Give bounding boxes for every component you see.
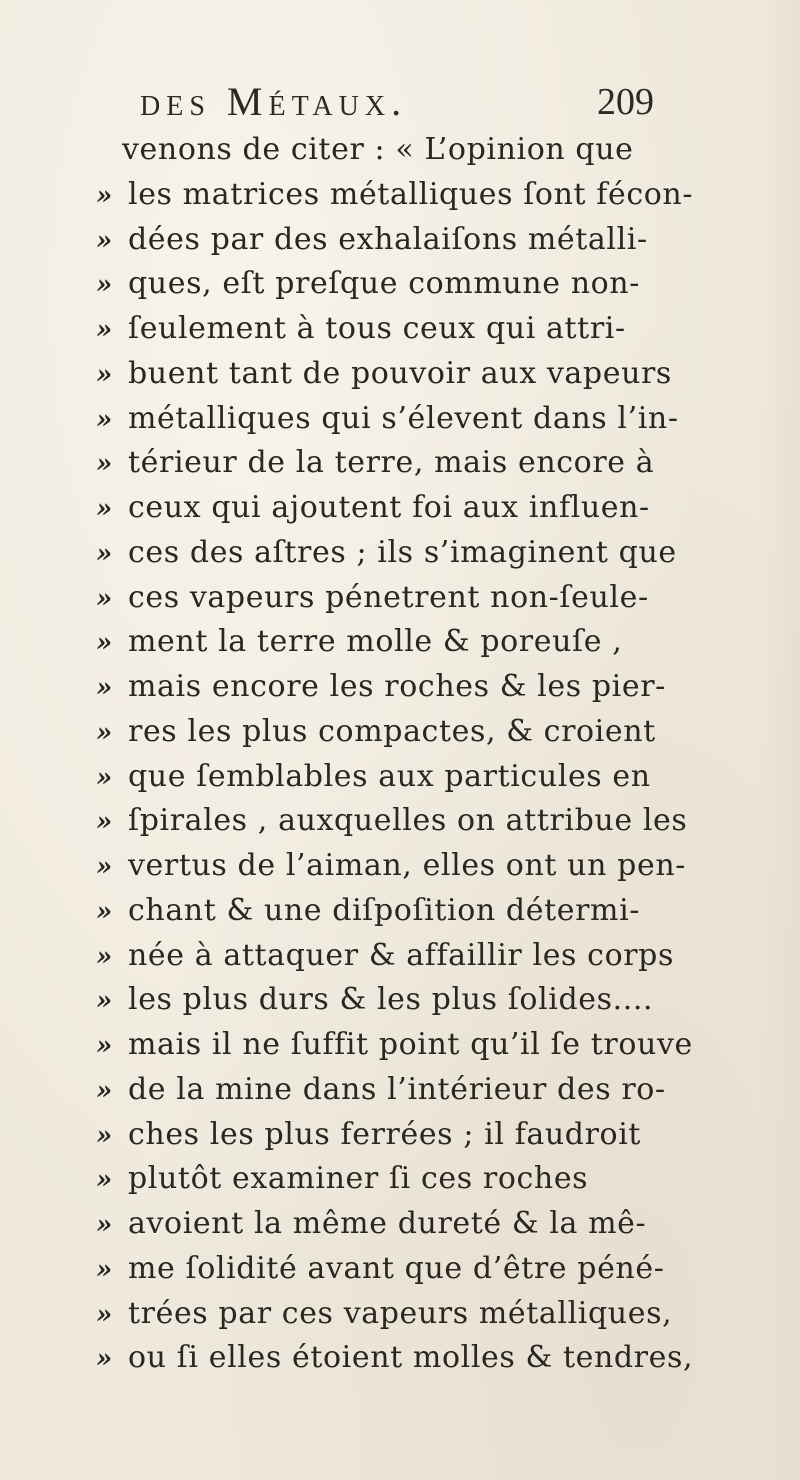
quote-marker: »	[96, 807, 110, 838]
text-line	[0, 1292, 800, 1337]
text-line	[0, 262, 800, 307]
line-text: buent tant de pouvoir aux vapeurs	[128, 355, 672, 391]
text-line	[0, 218, 800, 263]
page-number: 209	[597, 81, 654, 123]
text-line	[0, 352, 800, 397]
text-line	[0, 665, 800, 710]
quote-marker: »	[96, 494, 110, 524]
quote-marker: »	[96, 315, 110, 345]
line-text: mais encore les roches & les pier-	[128, 669, 666, 704]
text-line	[0, 1068, 800, 1113]
quote-marker: »	[96, 359, 110, 390]
quote-marker: »	[96, 538, 110, 569]
quote-marker: »	[96, 1031, 110, 1061]
quote-marker: »	[96, 404, 110, 435]
line-text: de la mine dans l’intérieur des ro-	[128, 1071, 666, 1107]
line-text: ces des aſtres ; ils s’imaginent que	[128, 534, 677, 570]
quote-marker: »	[96, 449, 110, 480]
quote-marker: »	[96, 1254, 110, 1285]
line-text: ces vapeurs pénetrent non-ſeule-	[128, 579, 649, 615]
text-line	[0, 889, 800, 934]
text-line	[0, 1113, 800, 1158]
quote-marker: »	[96, 628, 110, 659]
line-text: vertus de l’aiman, elles ont un pen-	[128, 848, 686, 883]
quote-marker: »	[96, 673, 110, 703]
text-line	[0, 173, 800, 218]
line-text: ceux qui ajoutent foi aux influen-	[128, 490, 650, 525]
line-text: ſeulement à tous ceux qui attri-	[128, 311, 626, 346]
quote-marker: »	[96, 583, 110, 614]
running-head-title: des Métaux.	[140, 79, 408, 124]
quote-marker: »	[96, 852, 110, 882]
text-line	[0, 620, 800, 665]
text-line	[0, 934, 800, 979]
text-line	[0, 128, 800, 173]
running-head	[130, 78, 654, 124]
text-line	[0, 486, 800, 531]
line-text: ment la terre molle & poreuſe ,	[128, 624, 623, 660]
line-text: trées par ces vapeurs métalliques,	[128, 1295, 673, 1331]
quote-marker: »	[96, 762, 110, 793]
quote-marker: »	[96, 180, 110, 211]
text-line	[0, 799, 800, 844]
quote-marker: »	[96, 717, 110, 748]
line-text: me ſolidité avant que d’être péné-	[128, 1250, 665, 1286]
line-text: res les plus compactes, & croient	[128, 713, 656, 749]
text-line	[0, 531, 800, 576]
quote-marker: »	[96, 1120, 110, 1151]
quote-marker: »	[96, 1075, 110, 1106]
text-line	[0, 1202, 800, 1247]
quote-marker: »	[96, 896, 110, 927]
page-edge-shadow	[760, 0, 800, 1480]
line-text: ches les plus ferrées ; il faudroit	[128, 1116, 642, 1152]
quote-marker: »	[96, 225, 110, 256]
text-line	[0, 576, 800, 621]
line-text: ſpirales , auxquelles on attribue les	[128, 803, 688, 839]
line-text: métalliques qui s’élevent dans l’in-	[128, 400, 679, 436]
body-text	[0, 128, 800, 1381]
quote-marker: »	[96, 270, 110, 301]
line-text: mais il ne ſuffit point qu’il ſe trouve	[128, 1027, 693, 1062]
quote-marker: »	[96, 1165, 110, 1196]
text-line	[0, 710, 800, 755]
text-line	[0, 307, 800, 352]
text-line	[0, 441, 800, 486]
line-text: ou ſi elles étoient molles & tendres,	[128, 1340, 694, 1376]
line-text: née à attaquer & affaillir les corps	[128, 937, 674, 973]
line-text: ques, eſt preſque commune non-	[128, 266, 640, 302]
line-text: les plus durs & les plus ſolides....	[128, 982, 654, 1018]
text-line	[0, 1336, 800, 1381]
text-line	[0, 755, 800, 800]
text-line	[0, 1023, 800, 1068]
quote-marker: »	[96, 1299, 110, 1330]
line-text: les matrices métalliques ſont fécon-	[128, 176, 694, 212]
line-text: chant & une diſpoſition détermi-	[128, 892, 641, 928]
line-text: venons de citer : « L’opinion que	[122, 132, 634, 167]
line-text: que ſemblables aux particules en	[128, 758, 651, 794]
line-text: plutôt examiner ſi ces roches	[128, 1161, 589, 1197]
line-text: térieur de la terre, mais encore à	[128, 445, 655, 481]
quote-marker: »	[96, 941, 110, 972]
quote-marker: »	[96, 986, 110, 1017]
text-line	[0, 1247, 800, 1292]
text-line	[0, 397, 800, 442]
text-line	[0, 844, 800, 889]
text-line	[0, 978, 800, 1023]
line-text: avoient la même dureté & la mê-	[128, 1206, 647, 1241]
text-line	[0, 1157, 800, 1202]
quote-marker: »	[96, 1344, 110, 1375]
quote-marker: »	[96, 1210, 110, 1240]
line-text: dées par des exhalaiſons métalli-	[128, 221, 648, 257]
